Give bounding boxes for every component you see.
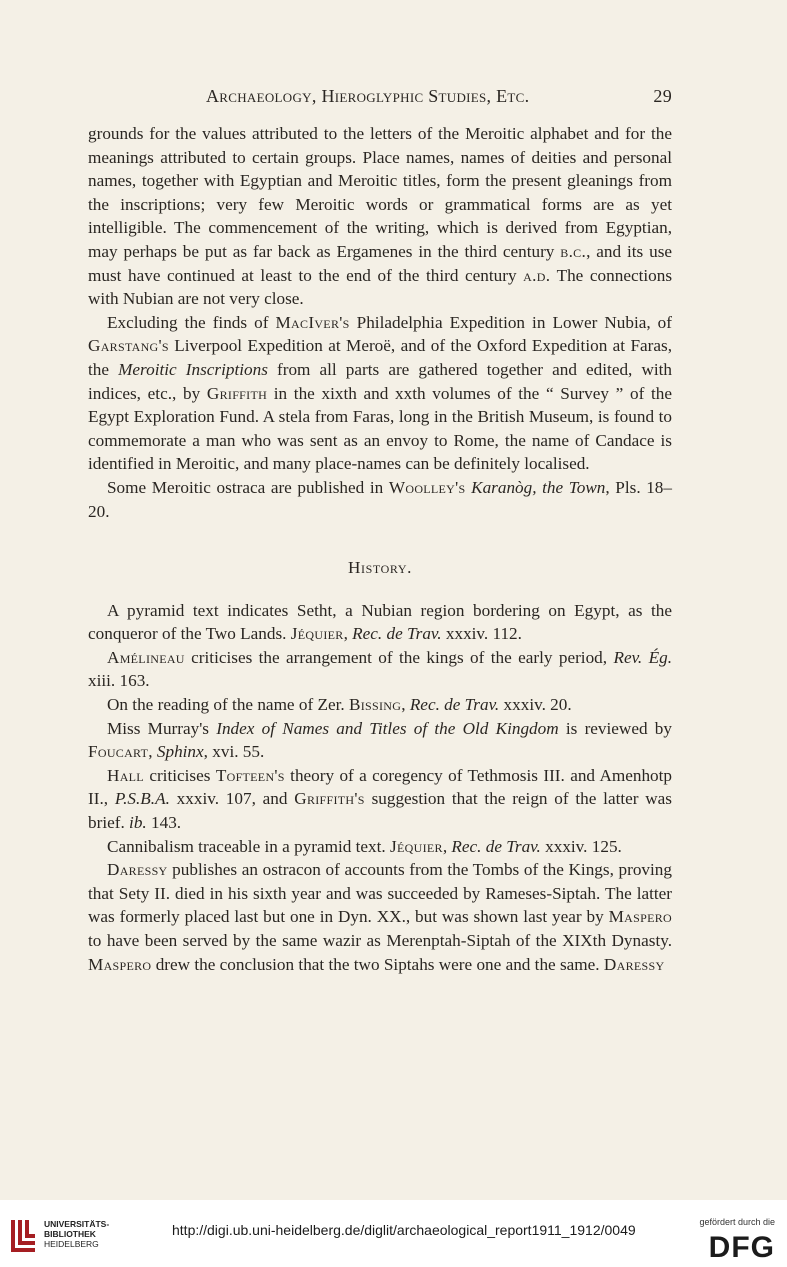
section-heading-history: History. <box>348 558 412 578</box>
running-head <box>88 86 672 110</box>
paragraph-excluding-finds: Excluding the finds of MacIver's Philadelphia Expedition in Lower Nubia, of Garstang's Liverpool Expedition at Meroë, and of the Oxford Expedition at Faras, the Meroitic Inscriptions from all parts are gathered together and edited, with indices, etc., by Griffith in the xixth and xxth volumes of the “ Survey ” of the Egypt Exploration Fund. A stela from Faras, long in the British Museum, is found to commemorate a man who was sent as an envoy to Rome, the name of Candace is identified in Meroitic, and many place-names can be definitely localised. <box>88 312 672 474</box>
paragraph-pyramid-text: A pyramid text indicates Setht, a Nubian region bordering on Egypt, as the conqueror of the Two Lands. Jéquier, Rec. de Trav. xxxiv. 112. <box>88 600 672 644</box>
university-library-logo-icon <box>10 1216 38 1256</box>
funding-note: gefördert durch die <box>699 1217 775 1227</box>
dfg-logo: DFG <box>708 1231 775 1264</box>
paragraph-cannibalism: Cannibalism traceable in a pyramid text. Jéquier, Rec. de Trav. xxxiv. 125. <box>107 836 622 856</box>
university-library-name: UNIVERSITÄTS- BIBLIOTHEK HEIDELBERG <box>44 1219 110 1249</box>
paragraph-amelineau: Amélineau criticises the arrangement of the kings of the early period, Rev. Ég. xiii. 163. <box>88 647 673 691</box>
paragraph-ostraca: Some Meroitic ostraca are published in Woolley's Karanòg, the Town, Pls. 18–20. <box>88 477 672 521</box>
paragraph-daressy-ostracon: Daressy publishes an ostracon of accounts from the Tombs of the Kings, proving that Sety II. died in his sixth year and was succeeded by Rameses-Siptah. The latter was formerly placed last but one in Dyn. XX., but was shown last year by Maspero to have been served by the same wazir as Merenptah-Siptah of the XIXth Dynasty. Maspero drew the conclusion that the two Siptahs were one and the same. Daressy <box>88 860 672 974</box>
paragraph-meroitic-alphabet: grounds for the values attributed to the letters of the Meroitic alphabet and for the meanings attributed to certain groups. Place names, names of deities and personal names, together with Egyptian and Meroitic titles, form the present gleanings from the inscriptions; very few Meroitic words or grammatical forms are as yet intelligible. The commencement of the writing, which is derived from Egyptian, may perhaps be put as far back as Ergamenes in the third century b.c., and its use must have continued at least to the end of the third century a.d. The connections with Nubian are not very close. <box>88 124 673 309</box>
paragraph-murray-index: Miss Murray's Index of Names and Titles of the Old Kingdom is reviewed by Foucart, Sphinx, xvi. 55. <box>88 718 672 762</box>
paragraph-coregency: Hall criticises Tofteen's theory of a coregency of Tethmosis III. and Amenhotp II., P.S.B.A. xxxiv. 107, and Griffith's suggestion that the reign of the latter was brief. ib. 143. <box>88 765 673 833</box>
paragraph-zer: On the reading of the name of Zer. Bissing, Rec. de Trav. xxxiv. 20. <box>107 695 572 715</box>
running-title: Archaeology, Hieroglyphic Studies, Etc. <box>206 86 530 106</box>
permalink-url[interactable]: http://digi.ub.uni-heidelberg.de/diglit/archaeological_report1911_1912/0049 <box>172 1222 636 1238</box>
body-text <box>88 122 672 976</box>
page-number: 29 <box>653 86 672 106</box>
